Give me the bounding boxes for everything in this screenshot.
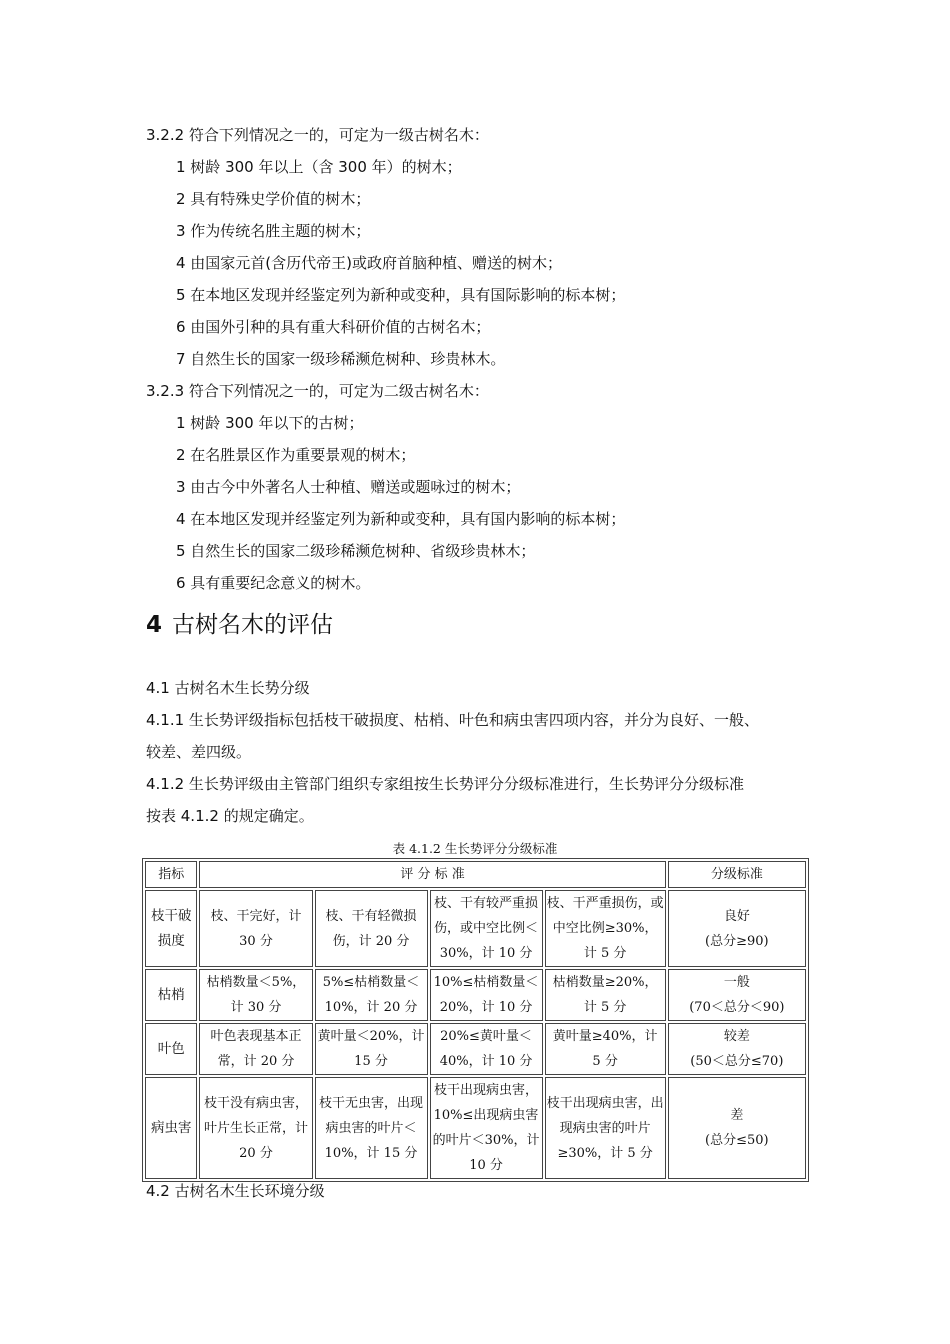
grade-cell <box>668 890 806 967</box>
score-cell: 20%≤黄叶量＜40%，计 10 分 <box>430 1023 543 1075</box>
header-scoring: 评 分 标 准 <box>199 861 665 888</box>
section-323-item-5: 5 自然生长的国家二级珍稀濒危树种、省级珍贵林木； <box>176 542 536 560</box>
section-322-item-7: 7 自然生长的国家一级珍稀濒危树种、珍贵林木。 <box>176 350 506 368</box>
header-indicator: 指标 <box>145 861 197 888</box>
table-row <box>145 1023 806 1075</box>
section-322-heading: 3.2.2 符合下列情况之一的，可定为一级古树名木： <box>146 126 489 144</box>
section-322-item-6: 6 由国外引种的具有重大科研价值的古树名木； <box>176 318 491 336</box>
section-323-item-4: 4 在本地区发现并经鉴定列为新种或变种，具有国内影响的标本树； <box>176 510 626 528</box>
grade-range: (总分≥90) <box>705 933 769 949</box>
score-cell: 枝、干有较严重损伤，或中空比例＜30%，计 10 分 <box>430 890 543 967</box>
table-caption: 表 4.1.2 生长势评分分级标准 <box>392 841 558 856</box>
row-indicator: 枝干破损度 <box>145 890 197 967</box>
section-41-heading: 4.1 古树名木生长势分级 <box>146 679 310 697</box>
section-323-heading: 3.2.3 符合下列情况之一的，可定为二级古树名木： <box>146 382 489 400</box>
score-cell: 枯梢数量≥20%，计 5 分 <box>545 969 666 1021</box>
score-cell: 枝、干完好，计 30 分 <box>199 890 312 967</box>
section-323-item-6: 6 具有重要纪念意义的树木。 <box>176 574 371 592</box>
score-cell: 枝、干有轻微损伤，计 20 分 <box>315 890 428 967</box>
header-grade: 分级标准 <box>668 861 806 888</box>
row-indicator: 叶色 <box>145 1023 197 1075</box>
section-42-heading: 4.2 古树名木生长环境分级 <box>146 1182 325 1200</box>
paragraph-412-line-1: 4.1.2 生长势评级由主管部门组织专家组按生长势评分分级标准进行，生长势评分分级标准 <box>146 775 744 793</box>
score-cell: 枝干没有病虫害，叶片生长正常，计 20 分 <box>199 1077 312 1179</box>
grade-range: (50＜总分≤70) <box>690 1054 784 1069</box>
section-322-item-2: 2 具有特殊史学价值的树木； <box>176 190 371 208</box>
score-cell: 叶色表现基本正常，计 20 分 <box>199 1023 312 1075</box>
score-cell: 10%≤枯梢数量＜20%，计 10 分 <box>430 969 543 1021</box>
grade-name: 一般 <box>723 975 750 990</box>
section-322-item-5: 5 在本地区发现并经鉴定列为新种或变种，具有国际影响的标本树； <box>176 286 626 304</box>
row-indicator: 枯梢 <box>145 969 197 1021</box>
grade-name: 良好 <box>723 908 750 924</box>
section-322-item-3: 3 作为传统名胜主题的树木； <box>176 222 371 240</box>
table-row <box>145 890 806 967</box>
section-322-item-4: 4 由国家元首(含历代帝王)或政府首脑种植、赠送的树木； <box>176 254 563 272</box>
grade-range: (总分≤50) <box>705 1133 769 1148</box>
score-cell: 枝干出现病虫害，10%≤出现病虫害的叶片＜30%，计 10 分 <box>430 1077 543 1179</box>
paragraph-411-line-1: 4.1.1 生长势评级指标包括枝干破损度、枯梢、叶色和病虫害四项内容，并分为良好、一般、 <box>146 711 759 729</box>
score-cell: 黄叶量≥40%，计 5 分 <box>545 1023 666 1075</box>
section-323-item-2: 2 在名胜景区作为重要景观的树木； <box>176 446 416 464</box>
section-322-item-1: 1 树龄 300 年以上（含 300 年）的树木； <box>176 158 462 176</box>
grade-range: (70＜总分＜90) <box>689 1000 785 1015</box>
score-cell: 5%≤枯梢数量＜10%，计 20 分 <box>315 969 428 1021</box>
row-indicator: 病虫害 <box>145 1077 197 1179</box>
paragraph-412-line-2: 按表 4.1.2 的规定确定。 <box>146 807 314 825</box>
grade-name: 较差 <box>723 1029 750 1044</box>
section-323-item-3: 3 由古今中外著名人士种植、赠送或题咏过的树木； <box>176 478 521 496</box>
score-cell: 枯梢数量＜5%，计 30 分 <box>199 969 312 1021</box>
chapter-4-heading <box>146 610 333 640</box>
chapter-number: 4 <box>146 612 163 638</box>
table-header-row <box>145 861 806 888</box>
grade-cell <box>668 1023 806 1075</box>
score-cell: 枝、干严重损伤，或中空比例≥30%，计 5 分 <box>545 890 666 967</box>
chapter-title: 古树名木的评估 <box>172 612 334 638</box>
score-cell: 枝干无虫害，出现病虫害的叶片＜10%，计 15 分 <box>315 1077 428 1179</box>
section-323-item-1: 1 树龄 300 年以下的古树； <box>176 414 364 432</box>
grade-cell <box>668 969 806 1021</box>
grade-name: 差 <box>730 1108 744 1123</box>
grade-cell <box>668 1077 806 1179</box>
table-row <box>145 1077 806 1179</box>
growth-vigor-table <box>142 858 809 1182</box>
paragraph-411-line-2: 较差、差四级。 <box>146 743 252 761</box>
table-row <box>145 969 806 1021</box>
score-cell: 黄叶量＜20%，计 15 分 <box>315 1023 428 1075</box>
score-cell: 枝干出现病虫害，出现病虫害的叶片≥30%，计 5 分 <box>545 1077 666 1179</box>
